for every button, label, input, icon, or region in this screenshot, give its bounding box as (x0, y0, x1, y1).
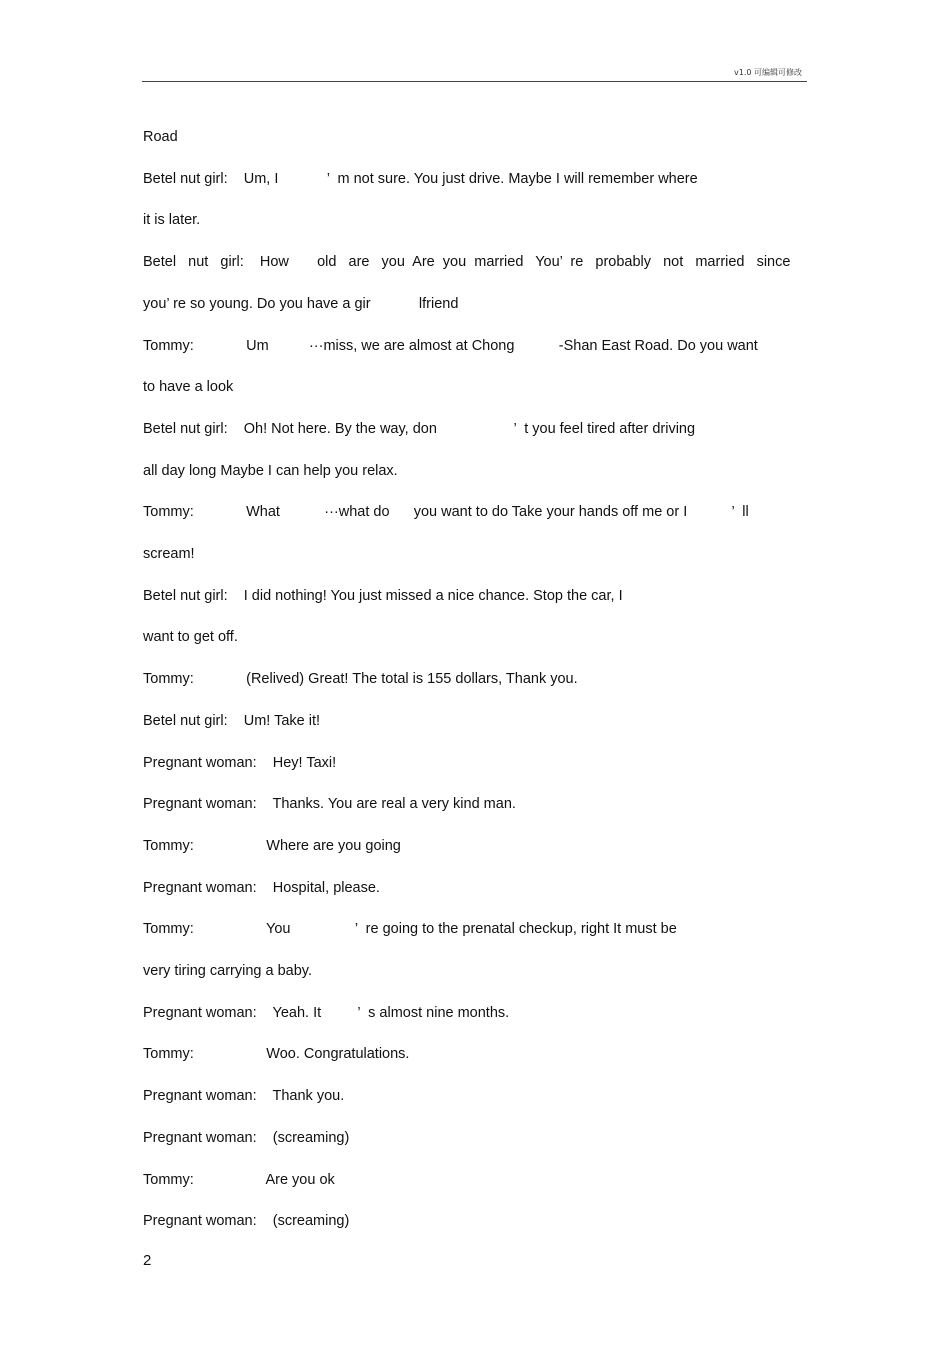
dialogue-line: to have a look (143, 379, 234, 395)
dialogue-line: Betel nut girl: Oh! Not here. By the way, don ’ t you feel tired after driving (143, 421, 696, 437)
page-number: 2 (143, 1252, 152, 1269)
dialogue-line: you’ re so young. Do you have a gir lfriend (143, 296, 459, 312)
dialogue-line: very tiring carrying a baby. (143, 963, 312, 979)
dialogue-line: Betel nut girl: How old are you Are you married You’ re probably not married since (143, 254, 791, 270)
dialogue-line: Betel nut girl: Um! Take it! (143, 713, 321, 729)
dialogue-line: Tommy: Where are you going (143, 838, 401, 854)
dialogue-line: scream! (143, 546, 195, 562)
header-rule (142, 81, 807, 82)
dialogue-line: Betel nut girl: I did nothing! You just missed a nice chance. Stop the car, I (143, 588, 623, 604)
dialogue-line: Tommy: Um ···miss, we are almost at Chong -Shan East Road. Do you want (143, 338, 758, 354)
dialogue-line: Pregnant woman: Yeah. It ’ s almost nine months. (143, 1005, 510, 1021)
dialogue-line: Pregnant woman: Hey! Taxi! (143, 755, 337, 771)
dialogue-line: Pregnant woman: Hospital, please. (143, 880, 380, 896)
dialogue-line: want to get off. (143, 629, 238, 645)
dialogue-line: all day long Maybe I can help you relax. (143, 463, 398, 479)
dialogue-line: Pregnant woman: Thank you. (143, 1088, 345, 1104)
dialogue-line: Tommy: What ···what do you want to do Take your hands off me or I ’ ll (143, 504, 749, 520)
dialogue-line: Pregnant woman: (screaming) (143, 1130, 350, 1146)
dialogue-line: Betel nut girl: Um, I ’ m not sure. You just drive. Maybe I will remember where (143, 171, 698, 187)
dialogue-line: Tommy: Woo. Congratulations. (143, 1046, 410, 1062)
dialogue-line: Tommy: Are you ok (143, 1172, 335, 1188)
dialogue-line: Road (143, 129, 178, 145)
dialogue-line: Tommy: You ’ re going to the prenatal checkup, right It must be (143, 921, 677, 937)
dialogue-line: Tommy: (Relived) Great! The total is 155 dollars, Thank you. (143, 671, 578, 687)
dialogue-line: Pregnant woman: Thanks. You are real a very kind man. (143, 796, 516, 812)
dialogue-line: Pregnant woman: (screaming) (143, 1213, 350, 1229)
dialogue-line: it is later. (143, 212, 201, 228)
header-tag: v1.0 可编辑可修改 (734, 68, 802, 77)
